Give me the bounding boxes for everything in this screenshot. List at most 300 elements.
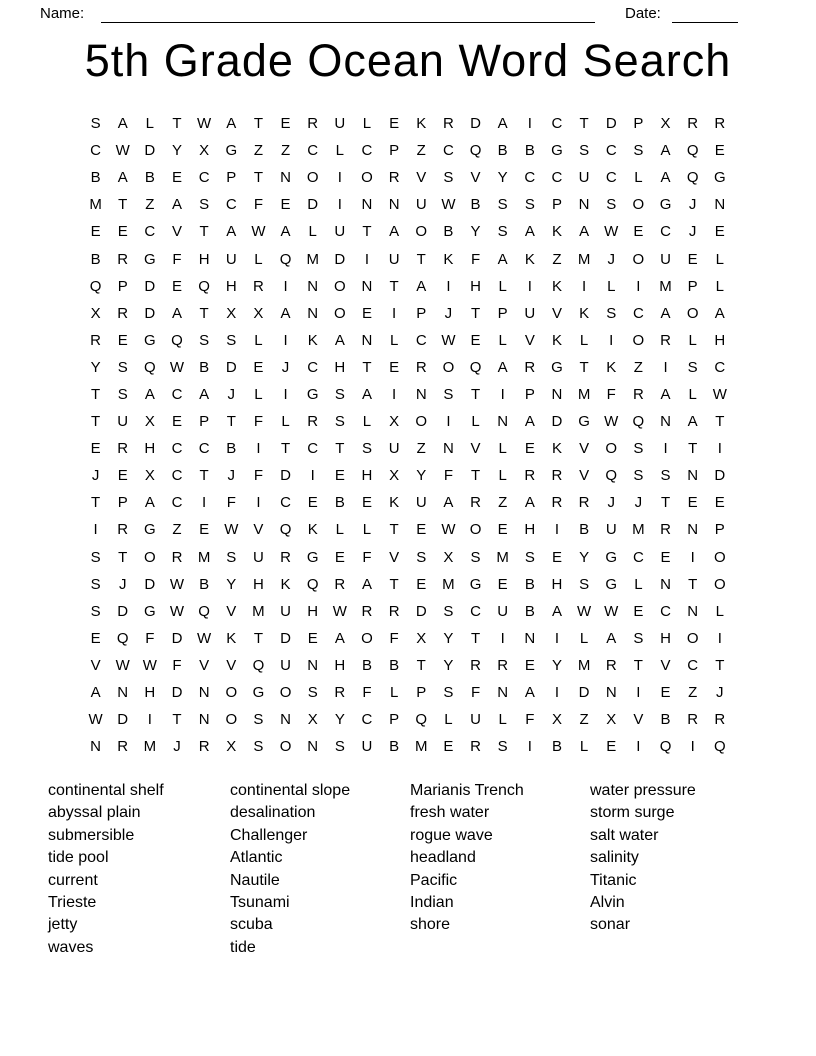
word-list — [48, 780, 750, 959]
grid-cell-r22c15: F — [470, 684, 481, 702]
grid-cell-r24c17: I — [527, 738, 532, 756]
grid-cell-r8c14: J — [444, 304, 453, 322]
grid-cell-r19c9: H — [307, 602, 319, 620]
word-list-item: fresh water — [410, 804, 490, 822]
grid-cell-r5c9: L — [308, 223, 317, 241]
grid-cell-r8c2: R — [117, 304, 129, 322]
grid-cell-r10c16: A — [497, 358, 508, 376]
grid-cell-r15c15: R — [470, 494, 481, 512]
grid-cell-r4c1: M — [89, 196, 102, 214]
grid-cell-r3c2: A — [117, 169, 128, 187]
grid-cell-r1c6: A — [226, 115, 237, 133]
grid-cell-r7c5: Q — [198, 277, 210, 295]
grid-cell-r24c20: E — [606, 738, 617, 756]
grid-cell-r3c24: G — [713, 169, 726, 187]
grid-cell-r7c23: P — [687, 277, 698, 295]
grid-cell-r18c2: J — [118, 575, 127, 593]
grid-cell-r9c23: L — [688, 331, 697, 349]
grid-cell-r23c13: Q — [415, 711, 428, 729]
grid-cell-r10c7: E — [253, 358, 264, 376]
grid-cell-r21c10: H — [334, 656, 346, 674]
grid-cell-r17c17: S — [524, 548, 535, 566]
word-list-item: Alvin — [590, 894, 625, 912]
word-list-item: storm surge — [590, 804, 675, 822]
grid-cell-r10c2: S — [117, 358, 128, 376]
word-list-item: tide — [230, 938, 256, 956]
grid-cell-r11c14: S — [443, 385, 454, 403]
grid-cell-r4c9: D — [307, 196, 319, 214]
grid-cell-r7c8: I — [283, 277, 288, 295]
grid-cell-r2c14: C — [442, 142, 454, 160]
grid-cell-r3c14: S — [443, 169, 454, 187]
grid-cell-r14c6: J — [227, 467, 236, 485]
grid-cell-r9c7: L — [254, 331, 263, 349]
grid-cell-r16c24: P — [714, 521, 725, 539]
grid-cell-r7c17: I — [527, 277, 532, 295]
word-list-column-2 — [230, 780, 410, 959]
grid-cell-r5c7: W — [251, 223, 266, 241]
grid-cell-r11c18: N — [551, 385, 563, 403]
grid-cell-r2c2: W — [115, 142, 130, 160]
word-list-column-1 — [48, 780, 230, 959]
grid-cell-r9c10: A — [334, 331, 345, 349]
grid-cell-r10c4: W — [169, 358, 185, 376]
grid-cell-r10c6: D — [225, 358, 237, 376]
grid-cell-r8c20: S — [606, 304, 617, 322]
grid-cell-r5c11: T — [362, 223, 372, 241]
grid-cell-r24c11: U — [361, 738, 373, 756]
grid-cell-r6c10: D — [334, 250, 346, 268]
grid-cell-r21c7: Q — [252, 656, 265, 674]
grid-cell-r18c7: H — [252, 575, 264, 593]
grid-cell-r15c4: C — [171, 494, 183, 512]
grid-cell-r1c21: P — [633, 115, 644, 133]
grid-cell-r16c22: R — [660, 521, 671, 539]
grid-cell-r3c9: O — [306, 169, 319, 187]
grid-cell-r11c5: A — [199, 385, 210, 403]
grid-cell-r2c13: Z — [416, 142, 426, 160]
grid-cell-r24c21: I — [636, 738, 641, 756]
grid-cell-r1c11: L — [362, 115, 372, 133]
grid-cell-r11c7: L — [254, 385, 263, 403]
grid-cell-r23c18: X — [551, 711, 562, 729]
grid-cell-r5c18: K — [551, 223, 562, 241]
grid-cell-r21c13: T — [416, 656, 426, 674]
grid-cell-r17c11: F — [362, 548, 372, 566]
grid-cell-r14c16: L — [498, 467, 507, 485]
grid-cell-r12c7: F — [253, 413, 263, 431]
grid-cell-r24c16: S — [497, 738, 508, 756]
grid-cell-r12c18: D — [551, 413, 563, 431]
grid-cell-r6c1: B — [90, 250, 101, 268]
grid-cell-r13c23: T — [688, 440, 698, 458]
grid-cell-r22c1: A — [90, 684, 101, 702]
grid-cell-r12c19: G — [578, 413, 590, 431]
grid-cell-r2c20: C — [605, 142, 617, 160]
grid-cell-r19c14: S — [443, 602, 454, 620]
grid-cell-r2c10: L — [335, 142, 344, 160]
grid-cell-r9c12: L — [389, 331, 399, 349]
grid-cell-r24c5: R — [198, 738, 210, 756]
grid-cell-r1c16: A — [497, 115, 508, 133]
grid-cell-r12c3: X — [144, 413, 155, 431]
grid-cell-r6c22: U — [660, 250, 671, 268]
grid-cell-r19c17: B — [524, 602, 535, 620]
grid-cell-r21c11: B — [361, 656, 372, 674]
grid-cell-r2c16: B — [497, 142, 508, 160]
grid-cell-r6c7: L — [254, 250, 263, 268]
grid-cell-r23c5: N — [198, 711, 210, 729]
grid-cell-r6c5: H — [198, 250, 210, 268]
grid-cell-r11c3: A — [144, 385, 155, 403]
grid-cell-r24c10: S — [334, 738, 345, 756]
grid-cell-r18c24: O — [713, 575, 726, 593]
grid-cell-r10c11: T — [362, 358, 372, 376]
grid-cell-r9c20: I — [609, 331, 614, 349]
grid-cell-r17c2: T — [118, 548, 128, 566]
grid-cell-r2c9: C — [307, 142, 319, 160]
grid-cell-r13c1: E — [90, 440, 101, 458]
grid-cell-r12c17: A — [524, 413, 535, 431]
grid-cell-r17c1: S — [90, 548, 101, 566]
grid-cell-r15c7: I — [256, 494, 261, 512]
grid-cell-r20c14: Y — [443, 629, 454, 647]
grid-cell-r10c17: R — [524, 358, 536, 376]
grid-cell-r13c12: U — [388, 440, 400, 458]
grid-cell-r2c19: S — [579, 142, 590, 160]
grid-cell-r24c7: S — [253, 738, 264, 756]
grid-cell-r18c5: B — [199, 575, 210, 593]
date-label: Date: — [625, 5, 661, 22]
grid-cell-r1c14: R — [442, 115, 454, 133]
grid-cell-r4c24: N — [714, 196, 726, 214]
grid-cell-r19c12: R — [388, 602, 400, 620]
grid-cell-r10c12: E — [389, 358, 400, 376]
grid-cell-r6c8: Q — [279, 250, 292, 268]
grid-cell-r18c8: K — [280, 575, 291, 593]
grid-cell-r12c16: N — [497, 413, 509, 431]
grid-cell-r7c20: L — [607, 277, 616, 295]
grid-cell-r17c8: R — [280, 548, 291, 566]
grid-cell-r17c23: I — [690, 548, 695, 566]
grid-cell-r2c18: G — [551, 142, 563, 160]
grid-cell-r5c14: B — [443, 223, 454, 241]
grid-cell-r6c20: J — [607, 250, 615, 268]
grid-cell-r22c13: P — [416, 684, 427, 702]
grid-cell-r8c23: O — [686, 304, 699, 322]
word-list-item: salt water — [590, 826, 659, 844]
grid-cell-r18c4: W — [169, 575, 185, 593]
grid-cell-r6c6: U — [225, 250, 237, 268]
grid-cell-r17c21: C — [632, 548, 644, 566]
grid-cell-r24c9: N — [307, 738, 319, 756]
word-list-item: salinity — [590, 849, 639, 867]
word-list-item: Challenger — [230, 826, 308, 844]
grid-cell-r23c14: L — [444, 711, 453, 729]
grid-cell-r21c17: E — [524, 656, 535, 674]
grid-cell-r15c20: J — [607, 494, 615, 512]
grid-cell-r5c13: O — [415, 223, 428, 241]
grid-cell-r21c6: V — [226, 656, 237, 674]
grid-cell-r15c9: E — [307, 494, 318, 512]
grid-cell-r18c17: B — [524, 575, 535, 593]
grid-cell-r11c17: P — [524, 385, 535, 403]
grid-cell-r8c18: V — [551, 304, 562, 322]
grid-cell-r2c15: Q — [469, 142, 482, 160]
grid-cell-r9c14: W — [441, 331, 456, 349]
grid-cell-r13c15: V — [470, 440, 481, 458]
grid-cell-r7c6: H — [225, 277, 237, 295]
grid-cell-r24c4: J — [173, 738, 181, 756]
grid-cell-r6c3: G — [144, 250, 156, 268]
grid-cell-r4c23: J — [688, 196, 697, 214]
grid-cell-r12c6: T — [226, 413, 236, 431]
grid-cell-r23c1: W — [88, 711, 103, 729]
grid-cell-r15c5: I — [202, 494, 207, 512]
grid-cell-r21c23: C — [687, 656, 699, 674]
grid-cell-r5c10: U — [334, 223, 346, 241]
grid-cell-r16c18: I — [554, 521, 560, 539]
grid-cell-r4c8: E — [280, 196, 291, 214]
grid-cell-r12c8: L — [281, 413, 290, 431]
grid-cell-r17c3: O — [144, 548, 156, 566]
grid-cell-r18c15: G — [469, 575, 482, 593]
grid-cell-r20c23: O — [686, 629, 699, 647]
grid-cell-r18c11: A — [361, 575, 372, 593]
grid-cell-r21c21: T — [633, 656, 643, 674]
grid-cell-r12c10: S — [334, 413, 345, 431]
grid-cell-r5c22: C — [660, 223, 671, 241]
grid-cell-r20c6: K — [226, 629, 237, 647]
grid-cell-r11c22: A — [660, 385, 671, 403]
grid-cell-r18c23: T — [688, 575, 698, 593]
grid-cell-r13c13: Z — [416, 440, 426, 458]
grid-cell-r23c20: X — [606, 711, 617, 729]
grid-cell-r1c7: T — [253, 115, 263, 133]
word-list-item: current — [48, 871, 98, 889]
grid-cell-r21c12: B — [389, 656, 400, 674]
grid-cell-r2c21: S — [633, 142, 644, 160]
grid-cell-r9c15: E — [470, 331, 481, 349]
grid-cell-r15c22: T — [660, 494, 671, 512]
grid-cell-r2c4: Y — [171, 142, 182, 160]
grid-cell-r12c23: A — [687, 413, 698, 431]
word-list-column-4 — [590, 780, 750, 937]
grid-cell-r3c4: E — [171, 169, 182, 187]
grid-cell-r21c20: R — [605, 656, 617, 674]
grid-cell-r18c21: L — [634, 575, 643, 593]
grid-cell-r23c23: R — [687, 711, 699, 729]
grid-cell-r3c5: C — [198, 169, 210, 187]
grid-cell-r20c5: W — [197, 629, 212, 647]
grid-cell-r16c2: R — [117, 521, 129, 539]
grid-cell-r18c10: R — [334, 575, 346, 593]
grid-cell-r7c15: H — [470, 277, 481, 295]
grid-cell-r9c13: C — [415, 331, 427, 349]
grid-cell-r22c7: G — [252, 684, 265, 702]
grid-cell-r19c11: R — [361, 602, 373, 620]
grid-cell-r17c9: G — [306, 548, 319, 566]
grid-cell-r14c15: T — [470, 467, 481, 485]
grid-cell-r13c10: T — [335, 440, 345, 458]
grid-cell-r23c7: S — [253, 711, 264, 729]
grid-cell-r24c18: B — [551, 738, 562, 756]
grid-cell-r10c20: K — [606, 358, 617, 376]
grid-cell-r2c12: P — [389, 142, 400, 160]
grid-cell-r2c7: Z — [253, 142, 263, 160]
grid-cell-r17c15: S — [470, 548, 481, 566]
grid-cell-r1c2: A — [117, 115, 128, 133]
grid-cell-r14c14: F — [443, 467, 453, 485]
grid-cell-r7c21: I — [636, 277, 641, 295]
grid-cell-r8c3: D — [144, 304, 156, 322]
grid-cell-r14c24: D — [714, 467, 726, 485]
grid-cell-r7c7: R — [252, 277, 264, 295]
grid-cell-r22c4: D — [171, 684, 183, 702]
grid-cell-r3c10: I — [337, 169, 342, 187]
grid-cell-r12c2: U — [117, 413, 129, 431]
grid-cell-r6c21: O — [632, 250, 645, 268]
grid-cell-r14c21: S — [633, 467, 644, 485]
grid-cell-r6c15: F — [470, 250, 481, 268]
grid-cell-r13c17: E — [524, 440, 535, 458]
grid-cell-r24c6: X — [226, 738, 237, 756]
grid-cell-r9c1: R — [90, 331, 101, 349]
grid-cell-r13c2: R — [117, 440, 129, 458]
grid-cell-r18c22: N — [660, 575, 671, 593]
grid-cell-r10c1: Y — [90, 358, 101, 376]
grid-cell-r9c16: L — [498, 331, 507, 349]
grid-cell-r16c4: Z — [172, 521, 182, 539]
grid-cell-r11c16: I — [500, 385, 505, 403]
grid-cell-r17c20: G — [605, 548, 618, 566]
grid-cell-r23c10: Y — [334, 711, 345, 729]
grid-cell-r22c6: O — [225, 684, 238, 702]
grid-cell-r24c22: Q — [659, 738, 672, 756]
word-list-item: Atlantic — [230, 849, 283, 867]
grid-cell-r16c8: Q — [279, 521, 292, 539]
grid-cell-r8c13: P — [416, 304, 427, 322]
grid-cell-r10c13: R — [415, 358, 427, 376]
grid-cell-r24c12: B — [389, 738, 400, 756]
grid-cell-r11c19: M — [577, 385, 591, 403]
grid-cell-r22c23: Z — [688, 684, 698, 702]
grid-cell-r11c24: W — [712, 385, 727, 403]
grid-cell-r11c1: T — [90, 385, 101, 403]
grid-cell-r10c22: I — [663, 358, 668, 376]
grid-cell-r15c6: F — [226, 494, 236, 512]
grid-cell-r14c19: V — [579, 467, 590, 485]
grid-cell-r14c17: R — [524, 467, 536, 485]
grid-cell-r6c9: M — [306, 250, 319, 268]
word-list-item: shore — [410, 916, 451, 934]
grid-cell-r3c17: C — [524, 169, 536, 187]
grid-cell-r19c16: U — [497, 602, 509, 620]
grid-cell-r11c12: I — [392, 385, 397, 403]
grid-cell-r10c8: J — [281, 358, 290, 376]
grid-cell-r1c24: R — [714, 115, 726, 133]
grid-cell-r23c21: V — [633, 711, 644, 729]
grid-cell-r1c15: D — [470, 115, 481, 133]
grid-cell-r13c16: L — [498, 440, 507, 458]
grid-cell-r12c24: T — [715, 413, 725, 431]
grid-cell-r22c16: N — [497, 684, 509, 702]
grid-cell-r17c4: R — [171, 548, 183, 566]
grid-cell-r18c6: Y — [226, 575, 237, 593]
grid-cell-r23c2: D — [117, 711, 129, 729]
grid-cell-r10c14: O — [442, 358, 455, 376]
word-list-item: Tsunami — [230, 894, 290, 912]
grid-cell-r21c9: N — [307, 656, 319, 674]
grid-cell-r12c11: L — [362, 413, 372, 431]
grid-cell-r14c2: E — [117, 467, 128, 485]
grid-cell-r20c1: E — [90, 629, 101, 647]
grid-cell-r15c8: C — [280, 494, 291, 512]
grid-cell-r10c9: C — [307, 358, 319, 376]
grid-cell-r17c14: X — [443, 548, 454, 566]
grid-cell-r19c3: G — [144, 602, 156, 620]
grid-cell-r17c10: E — [334, 548, 345, 566]
word-list-item: jetty — [48, 916, 78, 934]
grid-cell-r3c20: C — [605, 169, 617, 187]
grid-cell-r9c4: Q — [171, 331, 183, 349]
grid-cell-r20c11: O — [361, 629, 373, 647]
page-title: 5th Grade Ocean Word Search — [84, 35, 732, 86]
grid-cell-r5c2: E — [117, 223, 128, 241]
grid-cell-r19c1: S — [90, 602, 101, 620]
word-search-grid — [82, 110, 733, 760]
grid-cell-r13c20: O — [605, 440, 618, 458]
grid-cell-r13c8: T — [280, 440, 291, 458]
grid-cell-r5c16: S — [497, 223, 508, 241]
grid-cell-r20c20: A — [606, 629, 617, 647]
grid-cell-r3c11: O — [361, 169, 373, 187]
grid-cell-r6c23: E — [687, 250, 698, 268]
grid-cell-r8c4: A — [171, 304, 182, 322]
grid-cell-r5c19: A — [579, 223, 590, 241]
grid-cell-r11c11: A — [361, 385, 372, 403]
grid-cell-r10c3: Q — [144, 358, 156, 376]
grid-cell-r16c14: W — [441, 521, 456, 539]
word-list-item: scuba — [230, 916, 273, 934]
grid-cell-r12c1: T — [90, 413, 101, 431]
grid-cell-r5c23: J — [688, 223, 697, 241]
grid-cell-r3c12: R — [388, 169, 400, 187]
grid-cell-r16c23: N — [687, 521, 699, 539]
grid-cell-r14c7: F — [253, 467, 263, 485]
grid-cell-r23c9: X — [307, 711, 318, 729]
grid-cell-r10c19: T — [579, 358, 589, 376]
grid-cell-r17c13: S — [416, 548, 427, 566]
grid-cell-r9c19: L — [579, 331, 589, 349]
grid-cell-r8c6: X — [226, 304, 237, 322]
word-list-item: Pacific — [410, 871, 458, 889]
word-list-item: headland — [410, 849, 476, 867]
grid-cell-r7c24: L — [715, 277, 724, 295]
grid-cell-r8c22: A — [660, 304, 671, 322]
grid-cell-r21c18: Y — [551, 656, 562, 674]
grid-cell-r21c2: W — [115, 656, 130, 674]
grid-cell-r14c13: Y — [416, 467, 427, 485]
grid-cell-r3c16: Y — [497, 169, 508, 187]
grid-cell-r17c7: U — [252, 548, 264, 566]
grid-cell-r15c19: R — [578, 494, 590, 512]
grid-cell-r17c22: E — [660, 548, 671, 566]
grid-cell-r16c6: W — [224, 521, 239, 539]
grid-cell-r17c12: V — [389, 548, 400, 566]
grid-cell-r11c23: L — [688, 385, 697, 403]
grid-cell-r15c14: A — [443, 494, 454, 512]
